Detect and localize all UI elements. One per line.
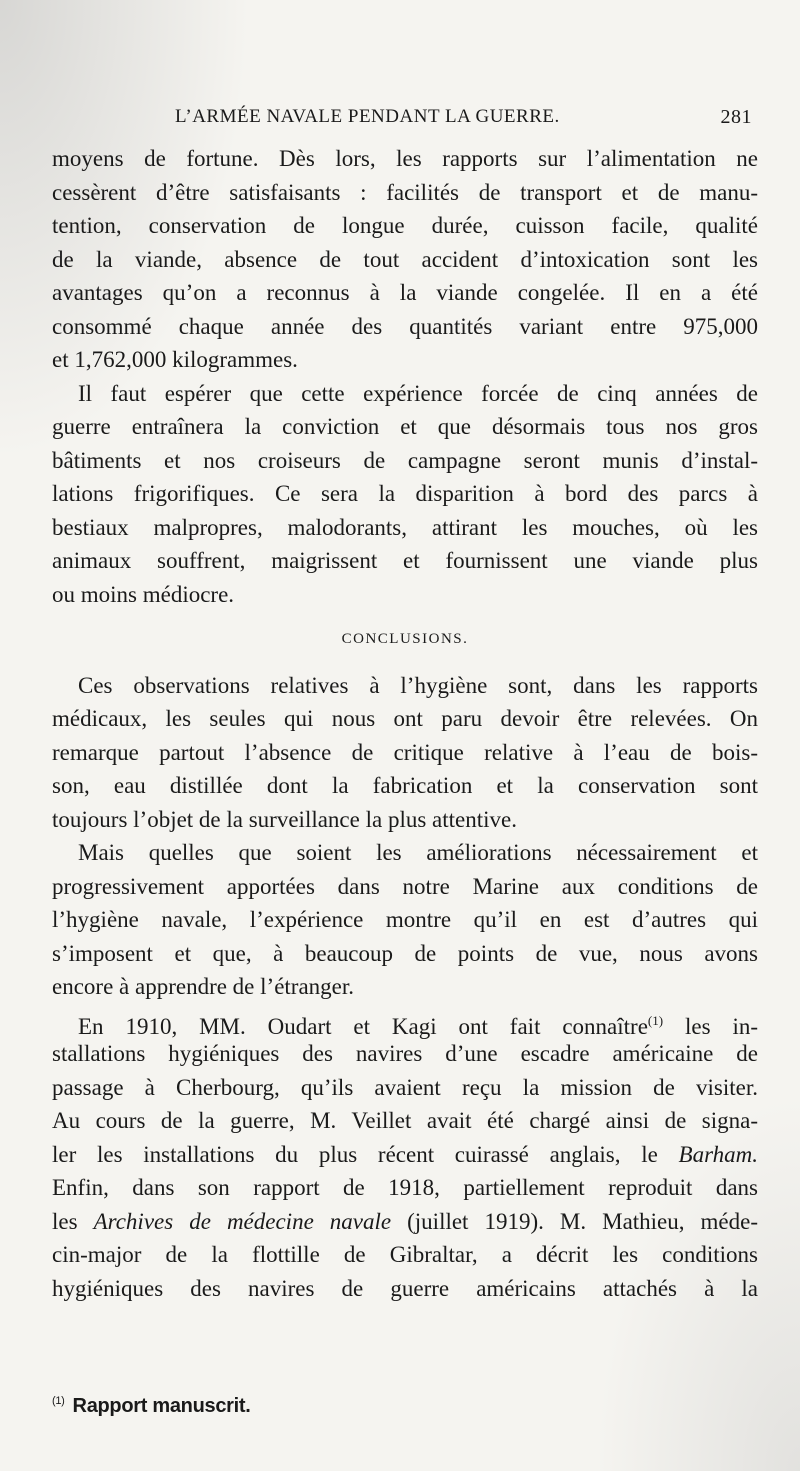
text-line: passage à Cherbourg, qu’ils avaient reçu la mission de visiter. [52, 1074, 758, 1100]
text-line: avantages qu’on a reconnus à la viande congelée. Il en a été [52, 280, 758, 305]
text-line: bâtiments et nos croiseurs de campagne seront munis d’instal- [52, 447, 758, 473]
text-line: et 1,762,000 kilogrammes. [52, 347, 298, 372]
text-line: l’hygiène navale, l’expérience montre qu’il en est d’autres qui [52, 907, 758, 932]
text-line: cessèrent d’être satisfaisants : facilités de transport et de manu- [52, 179, 758, 205]
footnote [52, 1395, 251, 1418]
text-line: Enfin, dans son rapport de 1918, partiellement reproduit dans [52, 1175, 758, 1200]
running-head [52, 106, 752, 134]
text-line: progressivement apportées dans notre Marine aux conditions de [52, 873, 758, 899]
text-line: encore à apprendre de l’étranger. [52, 974, 355, 999]
journal-title: Archives de médecine navale [93, 1208, 392, 1234]
text-line: tention, conservation de longue durée, cuisson facile, qualité [52, 213, 758, 238]
text-span: ler les installations du plus récent cuirassé anglais, le [52, 1141, 679, 1167]
text-line: Mais quelles que soient les améliorations nécessairement et [78, 840, 758, 865]
text-line: s’imposent et que, à beaucoup de points de vue, nous avons [52, 940, 758, 966]
section-heading: CONCLUSIONS. [341, 631, 469, 647]
text-span: les in- [663, 1013, 758, 1039]
text-line: bestiaux malpropres, malodorants, attirant les mouches, où les [52, 514, 758, 540]
text-line: Au cours de la guerre, M. Veillet avait été chargé ainsi de signa- [52, 1108, 758, 1133]
text-line: médicaux, les seules qui nous ont paru devoir être relevées. On [52, 706, 758, 731]
text-span: (juillet 1919). M. Mathieu, méde- [391, 1208, 758, 1234]
text-line: remarque partout l’absence de critique relative à l’eau de bois- [52, 739, 758, 765]
text-line: hygiéniques des navires de guerre américains attachés à la [52, 1275, 758, 1301]
ship-name: Barham. [678, 1141, 758, 1167]
page-number: 281 [720, 106, 752, 128]
footnote-text: Rapport manuscrit. [72, 1395, 251, 1417]
text-line: Il faut espérer que cette expérience forcée de cinq années de [78, 380, 758, 406]
text-line: de la viande, absence de tout accident d’intoxication sont les [52, 246, 758, 272]
text-span: En 1910, MM. Oudart et Kagi ont fait connaître [78, 1013, 648, 1039]
text-line: moyens de fortune. Dès lors, les rapports sur l’alimentation ne [52, 146, 758, 171]
text-line: ou moins médiocre. [52, 581, 235, 607]
footnote-reference: (1) [647, 1012, 664, 1028]
text-line: Ces observations relatives à l’hygiène sont, dans les rapports [78, 672, 758, 698]
text-line: cin-major de la flottille de Gibraltar, a décrit les conditions [52, 1242, 758, 1267]
text-line: toujours l’objet de la surveillance la plus attentive. [52, 806, 517, 832]
text-line: lations frigorifiques. Ce sera la disparition à bord des parcs à [52, 481, 758, 506]
text-line: guerre entraînera la conviction et que désormais tous nos gros [52, 414, 758, 439]
text-line: stallations hygiéniques des navires d’une escadre américaine de [52, 1041, 758, 1066]
footnote-marker: (1) [52, 1395, 65, 1407]
text-line [52, 1004, 758, 1038]
text-line: animaux souffrent, maigrissent et fournissent une viande plus [52, 548, 758, 573]
text-line [52, 1138, 758, 1172]
text-line: son, eau distillée dont la fabrication et la conservation sont [52, 773, 758, 798]
text-line: consommé chaque année des quantités variant entre 975,000 [52, 313, 758, 339]
body-text [52, 142, 758, 1305]
running-title: L’ARMÉE NAVALE PENDANT LA GUERRE. [175, 106, 560, 127]
text-span: les [52, 1208, 94, 1234]
text-line [52, 1205, 758, 1239]
